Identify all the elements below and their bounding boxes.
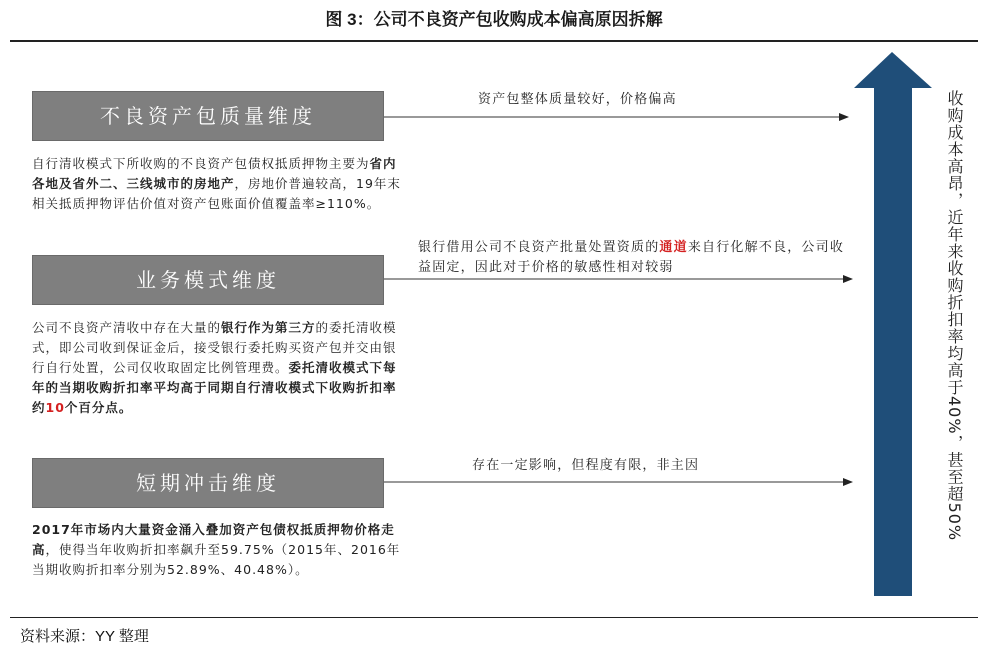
conclusion-text: 收购成本高昂，近年来收购折扣率均高于40%，甚至超50%: [945, 90, 964, 542]
dimension-box-quality: 不良资产包质量维度: [32, 91, 384, 141]
dimension-box-shock: 短期冲击维度: [32, 458, 384, 508]
bottom-divider: [10, 617, 978, 618]
dimension-box-business: 业务模式维度: [32, 255, 384, 305]
source-note: 资料来源：YY 整理: [20, 628, 149, 645]
figure-title: 图 3：公司不良资产包收购成本偏高原因拆解: [325, 10, 663, 29]
big-up-arrow: [854, 52, 932, 596]
arrow-label-quality: 资产包整体质量较好，价格偏高: [478, 92, 677, 107]
desc-business: 公司不良资产清收中存在大量的银行作为第三方的委托清收模式，即公司收到保证金后，接受银行委托购买资产包并交由银行自行处置，公司仅收取固定比例管理费。委托清收模式下每年的当期收购折扣率平均高于同期自行清收模式下收购折扣率约10个百分点。: [32, 320, 397, 415]
arrow-label-business: 银行借用公司不良资产批量处置资质的通道来自行化解不良，公司收益固定，因此对于价格的敏感性相对较弱: [418, 240, 845, 275]
desc-shock: 2017年市场内大量资金涌入叠加资产包债权抵质押物价格走高，使得当年收购折扣率飙升至59.75%（2015年、2016年当期收购折扣率分别为52.89%、40.48%）。: [32, 522, 401, 577]
desc-quality: 自行清收模式下所收购的不良资产包债权抵质押物主要为省内各地及省外二、三线城市的房地产，房地价普遍较高，19年末相关抵质押物评估价值对资产包账面价值覆盖率≥110%。: [32, 156, 401, 211]
arrow-label-shock: 存在一定影响，但程度有限，非主因: [472, 458, 700, 473]
